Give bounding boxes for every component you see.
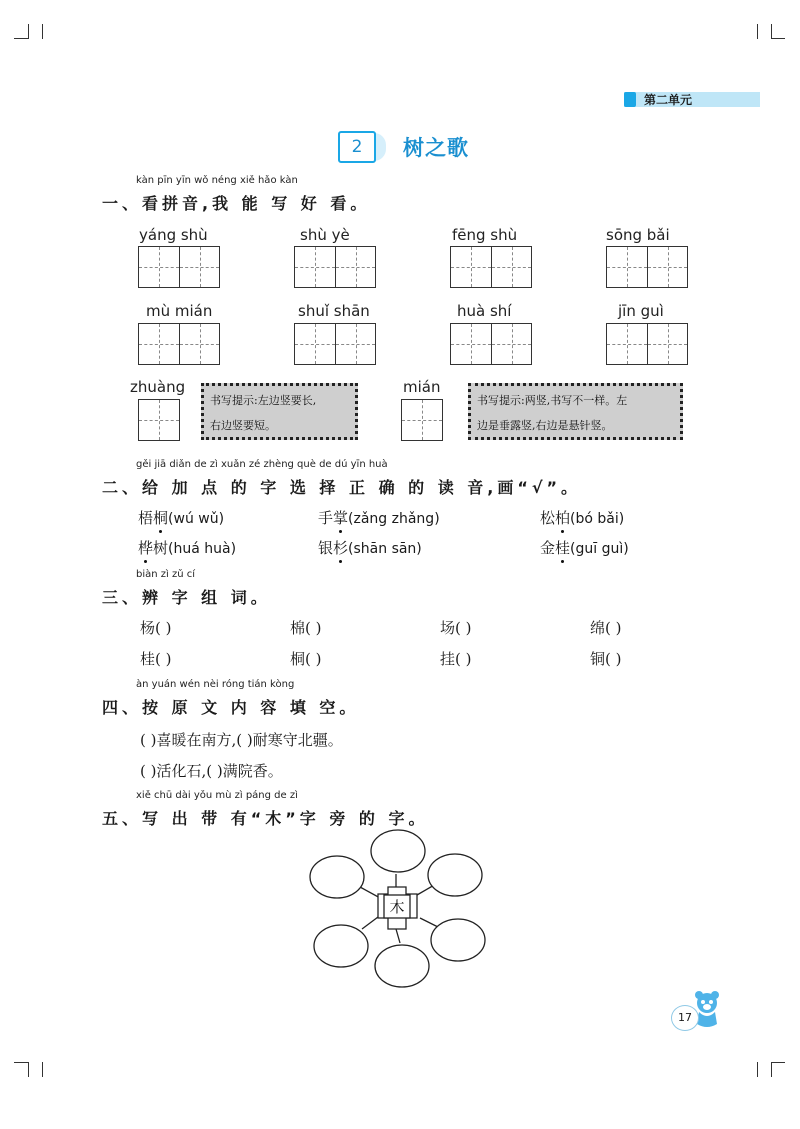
crop-mark xyxy=(771,1062,785,1063)
tip-line: 书写提示:左边竖要长, xyxy=(210,394,317,407)
word-fill-item[interactable]: 桂( ) xyxy=(140,650,172,668)
word-fill-item[interactable]: 挂( ) xyxy=(440,650,472,668)
answer-bubble[interactable] xyxy=(310,856,364,898)
word-pinyin: yáng shù xyxy=(139,226,208,244)
section1-title: 一、看拼音,我 能 写 好 看。 xyxy=(102,194,371,213)
reading-choice-item[interactable] xyxy=(540,507,624,528)
dotted-char: 桦 xyxy=(138,539,154,557)
center-radical: 木 xyxy=(389,898,405,916)
tip-line: 边是垂露竖,右边是悬针竖。 xyxy=(477,419,613,432)
writing-grid[interactable] xyxy=(138,399,180,441)
word-fill-item[interactable]: 场( ) xyxy=(440,619,472,637)
char-pinyin: mián xyxy=(403,378,441,396)
crop-mark xyxy=(771,38,785,39)
char: 银 xyxy=(318,539,334,557)
dotted-char: 桂 xyxy=(555,539,571,557)
crop-mark xyxy=(771,1062,772,1077)
crop-mark xyxy=(28,1062,29,1077)
answer-bubble[interactable] xyxy=(375,945,429,987)
char: 金 xyxy=(540,539,556,557)
crop-mark xyxy=(757,1062,758,1077)
word-fill-item[interactable]: 桐( ) xyxy=(290,650,322,668)
crop-mark xyxy=(14,38,28,39)
radical-word-web xyxy=(300,825,500,995)
reading-options[interactable]: (guī guì) xyxy=(570,541,629,557)
connector-line xyxy=(396,929,400,943)
char: 手 xyxy=(318,509,334,527)
section1-pinyin: kàn pīn yīn wǒ néng xiě hǎo kàn xyxy=(136,175,298,186)
page-number: 17 xyxy=(671,1005,699,1031)
word-fill-item[interactable]: 铜( ) xyxy=(590,650,622,668)
reading-choice-item[interactable] xyxy=(540,537,629,558)
reading-options[interactable]: (huá huà) xyxy=(168,541,237,557)
fill-blank-line[interactable]: ( )喜暖在南方,( )耐寒守北疆。 xyxy=(140,731,343,749)
answer-bubble[interactable] xyxy=(371,830,425,872)
crop-mark xyxy=(42,1062,43,1077)
word-pinyin: mù mián xyxy=(146,302,213,320)
crop-mark xyxy=(757,24,758,39)
writing-grid[interactable] xyxy=(606,323,688,365)
writing-grid[interactable] xyxy=(450,246,532,288)
char: 松 xyxy=(540,509,556,527)
reading-choice-item[interactable] xyxy=(138,537,236,558)
word-pinyin: shuǐ shān xyxy=(298,302,370,320)
word-fill-item[interactable]: 棉( ) xyxy=(290,619,322,637)
lesson-number: 2 xyxy=(338,131,376,163)
writing-tip-2 xyxy=(468,383,683,440)
unit-label: 第二单元 xyxy=(644,93,693,107)
reading-choice-item[interactable] xyxy=(318,537,422,558)
answer-bubble[interactable] xyxy=(431,919,485,961)
writing-grid[interactable] xyxy=(401,399,443,441)
section4-title: 四、按 原 文 内 容 填 空。 xyxy=(102,698,360,717)
section3-pinyin: biàn zì zǔ cí xyxy=(136,569,196,580)
dotted-char: 柏 xyxy=(555,509,571,527)
word-fill-item[interactable]: 绵( ) xyxy=(590,619,622,637)
writing-grid[interactable] xyxy=(294,246,376,288)
reading-options[interactable]: (zǎng zhǎng) xyxy=(348,511,440,527)
char: 梧 xyxy=(138,509,154,527)
writing-grid[interactable] xyxy=(138,246,220,288)
connector-line xyxy=(362,917,378,929)
reading-choice-item[interactable] xyxy=(138,507,224,528)
dotted-char: 掌 xyxy=(333,509,349,527)
word-fill-item[interactable]: 杨( ) xyxy=(140,619,172,637)
writing-grid[interactable] xyxy=(450,323,532,365)
section2-title: 二、给 加 点 的 字 选 择 正 确 的 读 音,画“√”。 xyxy=(102,478,582,497)
unit-tab xyxy=(624,92,760,107)
section3-title: 三、辨 字 组 词。 xyxy=(102,588,271,607)
crop-mark xyxy=(42,24,43,39)
section4-pinyin: àn yuán wén nèi róng tián kòng xyxy=(136,679,295,690)
writing-grid[interactable] xyxy=(294,323,376,365)
tip-line: 书写提示:两竖,书写不一样。左 xyxy=(477,394,628,407)
reading-options[interactable]: (bó bǎi) xyxy=(570,511,625,527)
dotted-char: 杉 xyxy=(333,539,349,557)
section2-pinyin: gěi jiā diǎn de zì xuǎn zé zhèng què de dú yīn huà xyxy=(136,459,388,470)
char-pinyin: zhuàng xyxy=(130,378,186,396)
answer-bubble[interactable] xyxy=(428,854,482,896)
fill-blank-line[interactable]: ( )活化石,( )满院香。 xyxy=(140,762,283,780)
unit-tab-marker xyxy=(624,92,636,107)
writing-grid[interactable] xyxy=(138,323,220,365)
dotted-char: 桐 xyxy=(153,509,169,527)
reading-choice-item[interactable] xyxy=(318,507,440,528)
crop-mark xyxy=(771,24,772,39)
word-pinyin: sōng bǎi xyxy=(606,226,670,244)
tip-line: 右边竖要短。 xyxy=(210,419,276,432)
crop-mark xyxy=(14,1062,28,1063)
char: 树 xyxy=(153,539,169,557)
reading-options[interactable]: (wú wǔ) xyxy=(168,511,225,527)
section5-pinyin: xiě chū dài yǒu mù zì páng de zì xyxy=(136,790,298,801)
answer-bubble[interactable] xyxy=(314,925,368,967)
writing-tip-1 xyxy=(201,383,358,440)
word-pinyin: shù yè xyxy=(300,226,350,244)
word-pinyin: fēng shù xyxy=(452,226,518,244)
writing-grid[interactable] xyxy=(606,246,688,288)
lesson-title: 树之歌 xyxy=(403,136,469,160)
word-pinyin: huà shí xyxy=(457,302,512,320)
section5-title: 五、写 出 带 有“木”字 旁 的 字。 xyxy=(102,809,429,828)
reading-options[interactable]: (shān sān) xyxy=(348,541,422,557)
word-pinyin: jīn guì xyxy=(618,302,664,320)
crop-mark xyxy=(28,24,29,39)
